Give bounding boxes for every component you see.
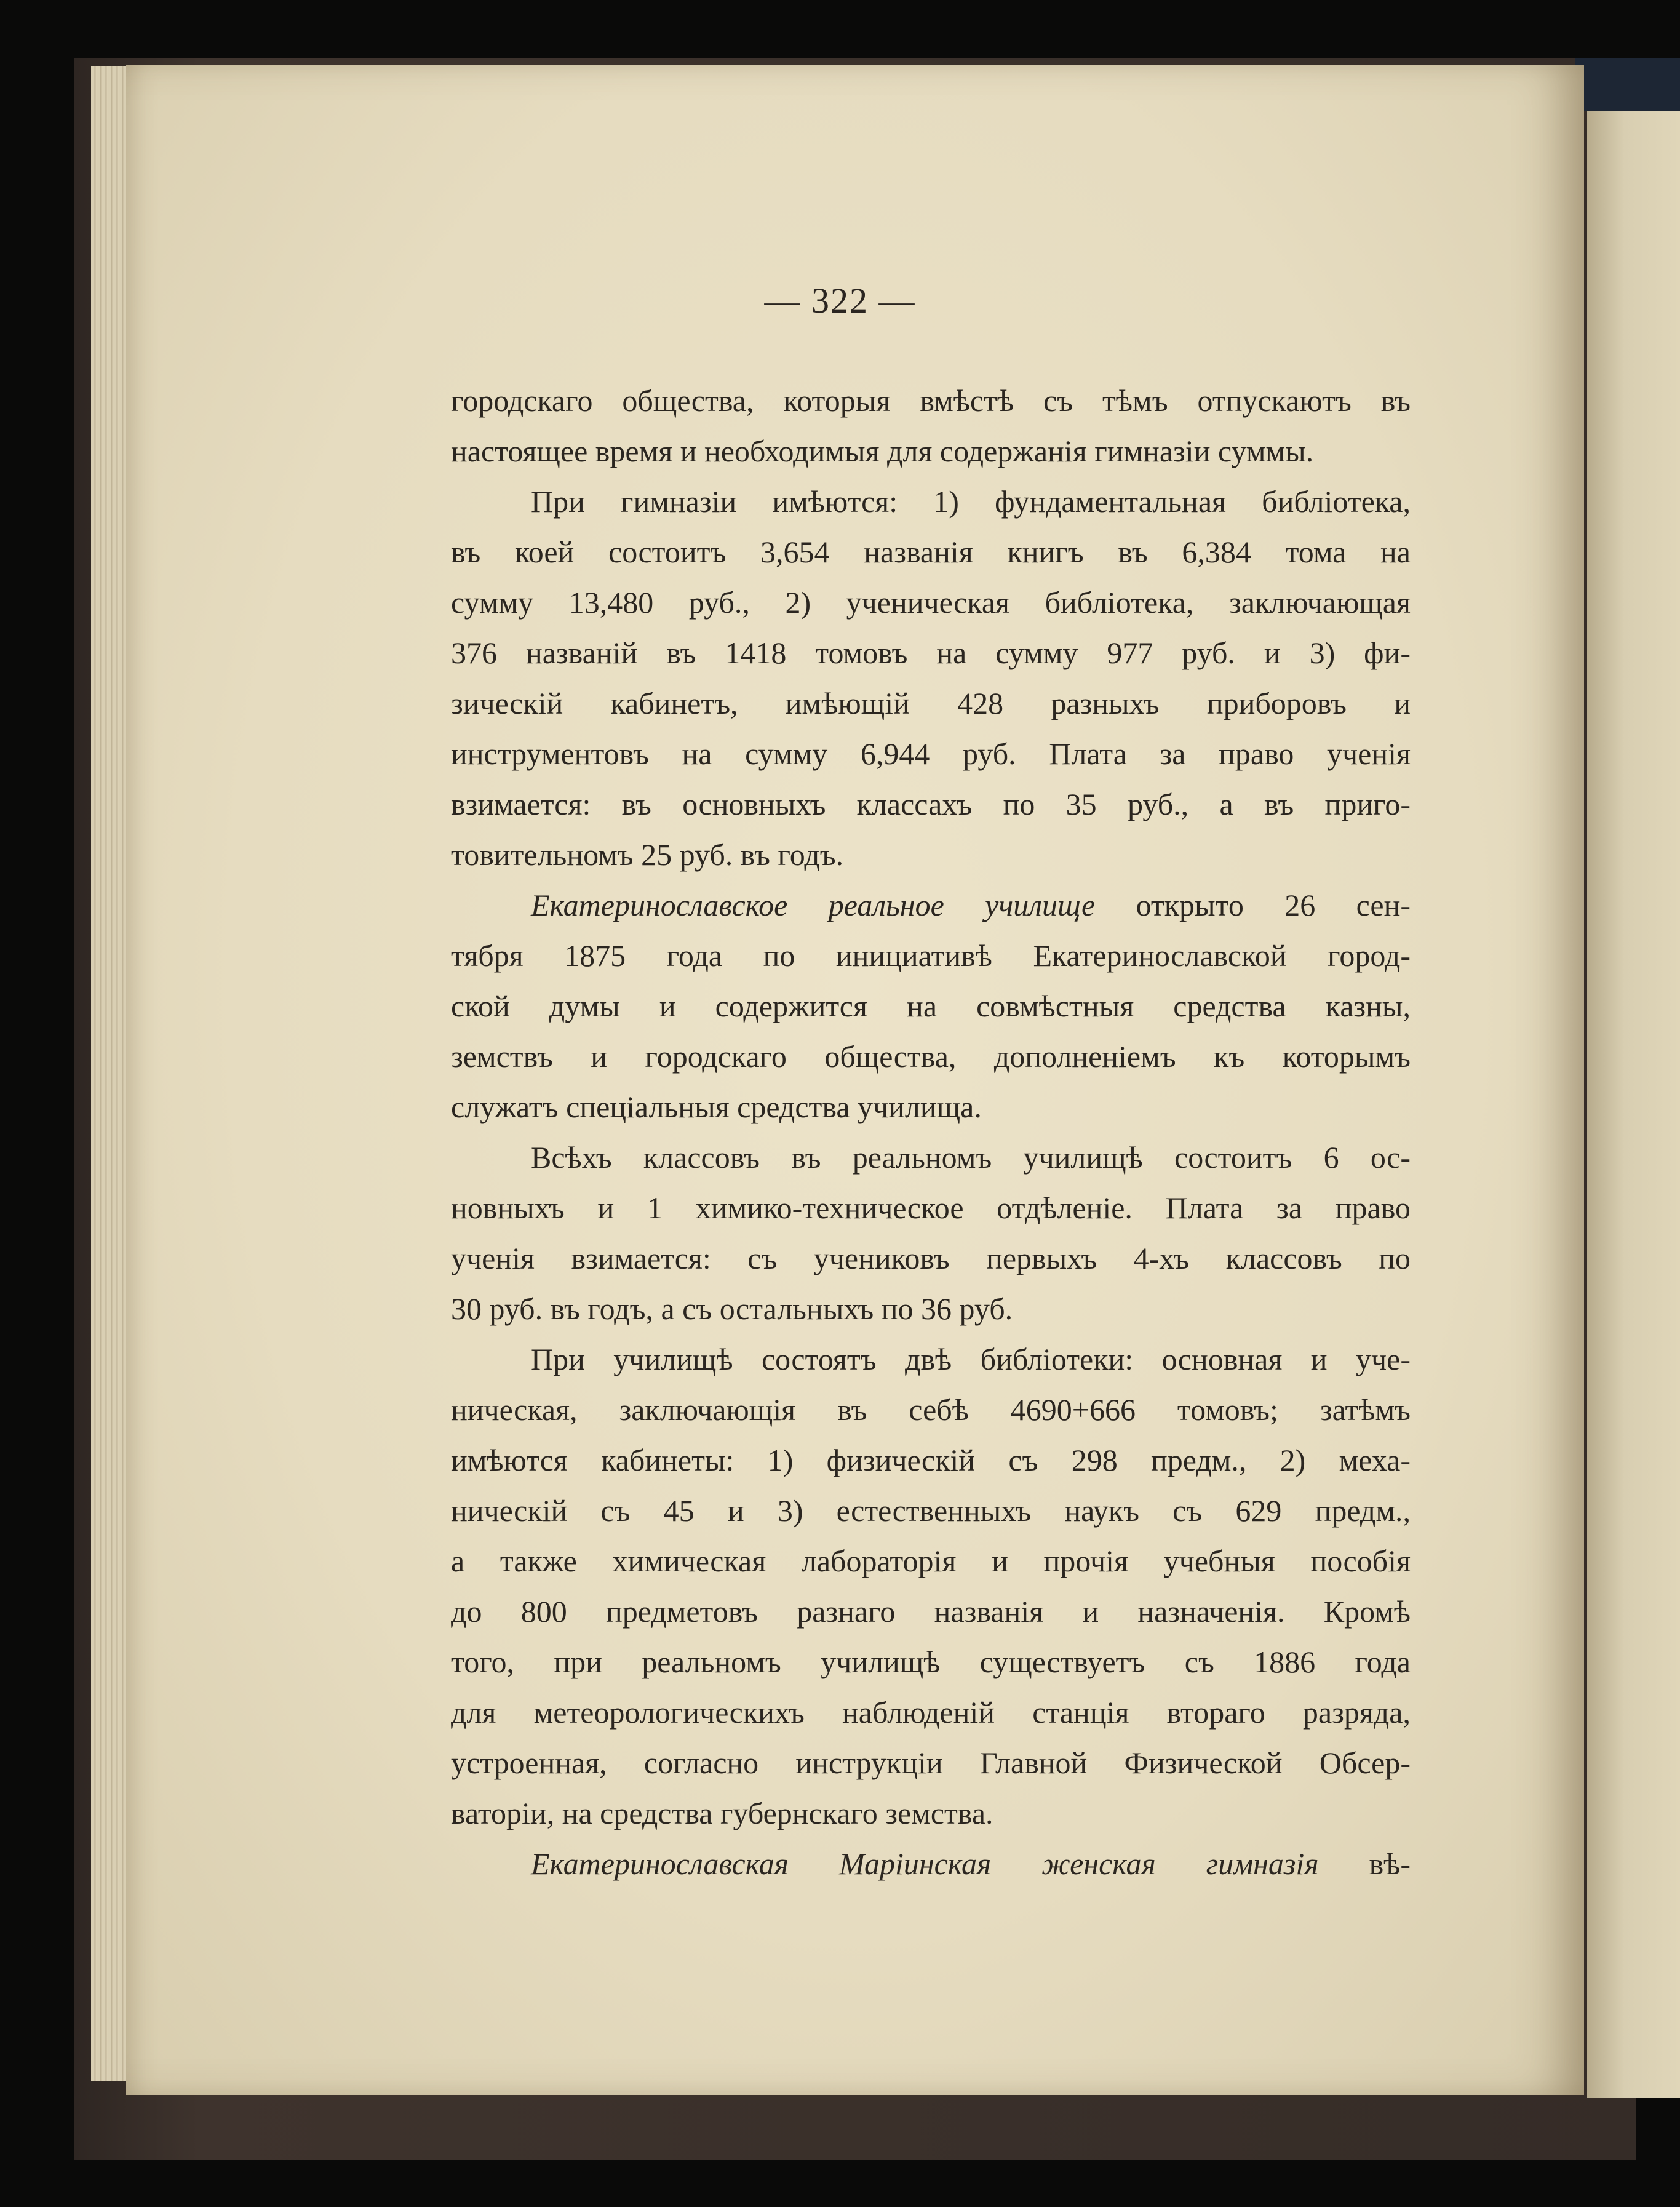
text-line: При гимназіи имѣются: 1) фундаментальная библіотека, [531, 484, 1411, 519]
text-line: 376 названій въ 1418 томовъ на сумму 977 руб. и 3) фи- [451, 636, 1411, 670]
text-line: земствъ и городскаго общества, дополненіемъ къ которымъ [451, 1039, 1411, 1074]
text-line [451, 880, 1411, 930]
body-text [451, 375, 1411, 1889]
italic-heading: Екатеринославская Маріинская женская гимназія [531, 1846, 1319, 1881]
italic-heading: Екатеринославское реальное училище [531, 888, 1096, 922]
facing-page-edge [1587, 111, 1680, 2098]
text-line: настоящее время и необходимыя для содержанія гимназіи суммы. [451, 434, 1314, 468]
text-line: Всѣхъ классовъ въ реальномъ училищѣ состоитъ 6 ос- [531, 1140, 1411, 1175]
text-line: ской думы и содержится на совмѣстныя средства казны, [451, 989, 1411, 1023]
text-line: для метеорологическихъ наблюденій станція втораго разряда, [451, 1695, 1411, 1730]
paragraph-real-school [451, 880, 1411, 1132]
blue-cover-strip [1575, 58, 1680, 111]
page-number: — 322 — [764, 281, 916, 321]
text-line: ученія взимается: съ учениковъ первыхъ 4-хъ классовъ по [451, 1241, 1411, 1275]
text-line [451, 1838, 1411, 1889]
text-line: городскаго общества, которыя вмѣстѣ съ тѣмъ отпускаютъ въ [451, 383, 1411, 418]
text-line: служатъ спеціальныя средства училища. [451, 1090, 982, 1124]
paragraph-school-libraries [451, 1334, 1411, 1838]
text-line: новныхъ и 1 химико-техническое отдѣленіе. Плата за право [451, 1191, 1411, 1225]
paragraph-gymnasium-library [451, 476, 1411, 880]
text-line: При училищѣ состоятъ двѣ библіотеки: основная и уче- [531, 1342, 1411, 1376]
text-line: имѣются кабинеты: 1) физическій съ 298 предм., 2) меха- [451, 1443, 1411, 1477]
text-line: 30 руб. въ годъ, а съ остальныхъ по 36 руб. [451, 1291, 1013, 1326]
text-line: ническій съ 45 и 3) естественныхъ наукъ съ 629 предм., [451, 1493, 1411, 1528]
text-line: а также химическая лабораторія и прочія учебныя пособія [451, 1544, 1411, 1578]
text-line: того, при реальномъ училищѣ существуетъ съ 1886 года [451, 1645, 1411, 1679]
text-line: сумму 13,480 руб., 2) ученическая библіотека, заключающая [451, 585, 1411, 620]
text-line: инструментовъ на сумму 6,944 руб. Плата за право ученія [451, 736, 1411, 771]
text-line: ническая, заключающія въ себѣ 4690+666 томовъ; затѣмъ [451, 1392, 1411, 1427]
paragraph-continuation [451, 375, 1411, 476]
text-fragment: открыто 26 сен- [1095, 888, 1411, 922]
text-line: взимается: въ основныхъ классахъ по 35 руб., а въ приго- [451, 787, 1411, 821]
text-line: устроенная, согласно инструкціи Главной Физической Обсер- [451, 1746, 1411, 1780]
text-line: зическій кабинетъ, имѣющій 428 разныхъ приборовъ и [451, 686, 1411, 720]
paragraph-classes [451, 1132, 1411, 1334]
text-line: до 800 предметовъ разнаго названія и назначенія. Кромѣ [451, 1594, 1411, 1629]
paragraph-womens-gymnasium [451, 1838, 1411, 1889]
text-line: тября 1875 года по инициативѣ Екатеринославской город- [451, 938, 1411, 973]
text-line: ваторіи, на средства губернскаго земства. [451, 1796, 993, 1830]
text-line: въ коей состоитъ 3,654 названія книгъ въ 6,384 тома на [451, 535, 1411, 569]
text-fragment: вѣ- [1318, 1846, 1411, 1881]
text-line: товительномъ 25 руб. въ годъ. [451, 837, 844, 872]
